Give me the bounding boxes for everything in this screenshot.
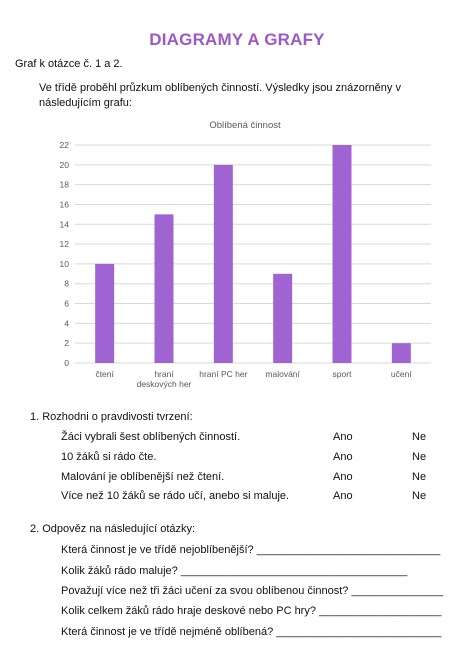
- statement-3-no[interactable]: Ne: [412, 471, 427, 483]
- statement-1-yes[interactable]: Ano: [333, 431, 353, 443]
- y-tick-label: 16: [59, 199, 69, 210]
- y-tick-label: 12: [59, 239, 69, 250]
- y-tick-label: 4: [64, 318, 69, 329]
- y-tick-label: 8: [64, 278, 69, 289]
- question-4[interactable]: Kolik celkem žáků rádo hraje deskové nebo PC hry? ____________________: [61, 605, 442, 617]
- y-tick-label: 2: [64, 338, 69, 349]
- statement-4-yes[interactable]: Ano: [333, 490, 353, 502]
- x-tick-label: čtení: [95, 369, 114, 379]
- survey-text: Ve třídě proběhl průzkum oblíbených činností. Výsledky jsou znázorněny v následujícím grafu:: [39, 82, 401, 109]
- y-tick-label: 20: [59, 159, 69, 170]
- statement-3: Malování je oblíbenější než čtení.: [61, 471, 225, 483]
- statement-2: 10 žáků si rádo čte.: [61, 451, 157, 463]
- bar-4: [273, 274, 292, 363]
- page-title: DIAGRAMY A GRAFY: [149, 30, 325, 49]
- bar-1: [95, 264, 114, 363]
- statement-1: Žáci vybrali šest oblíbených činností.: [61, 431, 241, 443]
- x-tick-label: hraní PC her: [199, 369, 248, 379]
- statement-1-no[interactable]: Ne: [412, 431, 427, 443]
- question-1[interactable]: Která činnost je ve třídě nejoblíbenější? ______________________________: [61, 544, 441, 556]
- statement-2-no[interactable]: Ne: [412, 451, 427, 463]
- graph-intro: Graf k otázce č. 1 a 2.: [15, 58, 123, 70]
- y-tick-label: 6: [64, 298, 69, 309]
- question-2[interactable]: Kolik žáků rádo maluje? _____________________________________: [61, 565, 408, 577]
- question-3[interactable]: Považují více než tři žáci učení za svou oblíbenou činnost? _______________: [61, 585, 444, 597]
- x-tick-label: malování: [265, 369, 300, 379]
- chart-title: Oblíbená činnost: [209, 120, 281, 131]
- x-tick-label: učení: [390, 369, 412, 379]
- y-tick-label: 0: [64, 358, 69, 368]
- y-tick-label: 18: [59, 179, 69, 190]
- task1-heading: 1. Rozhodni o pravdivosti tvrzení:: [30, 411, 193, 423]
- statement-3-yes[interactable]: Ano: [333, 471, 353, 483]
- bar-chart: [38, 112, 438, 397]
- statement-4: Více než 10 žáků se rádo učí, anebo si maluje.: [61, 490, 290, 502]
- x-tick-label: sport: [332, 369, 352, 379]
- bar-3: [214, 165, 233, 363]
- y-tick-label: 10: [59, 258, 69, 269]
- y-tick-label: 14: [59, 219, 69, 230]
- statement-2-yes[interactable]: Ano: [333, 451, 353, 463]
- bar-6: [392, 343, 411, 363]
- x-tick-label: hraní deskových her: [136, 369, 192, 389]
- bar-5: [333, 145, 352, 363]
- y-tick-label: 22: [59, 140, 69, 150]
- task2-heading: 2. Odpověz na následující otázky:: [30, 523, 196, 535]
- statement-4-no[interactable]: Ne: [412, 490, 427, 502]
- bar-2: [155, 214, 174, 363]
- question-5[interactable]: Která činnost je ve třídě nejméně oblíbená? ___________________________: [61, 626, 442, 638]
